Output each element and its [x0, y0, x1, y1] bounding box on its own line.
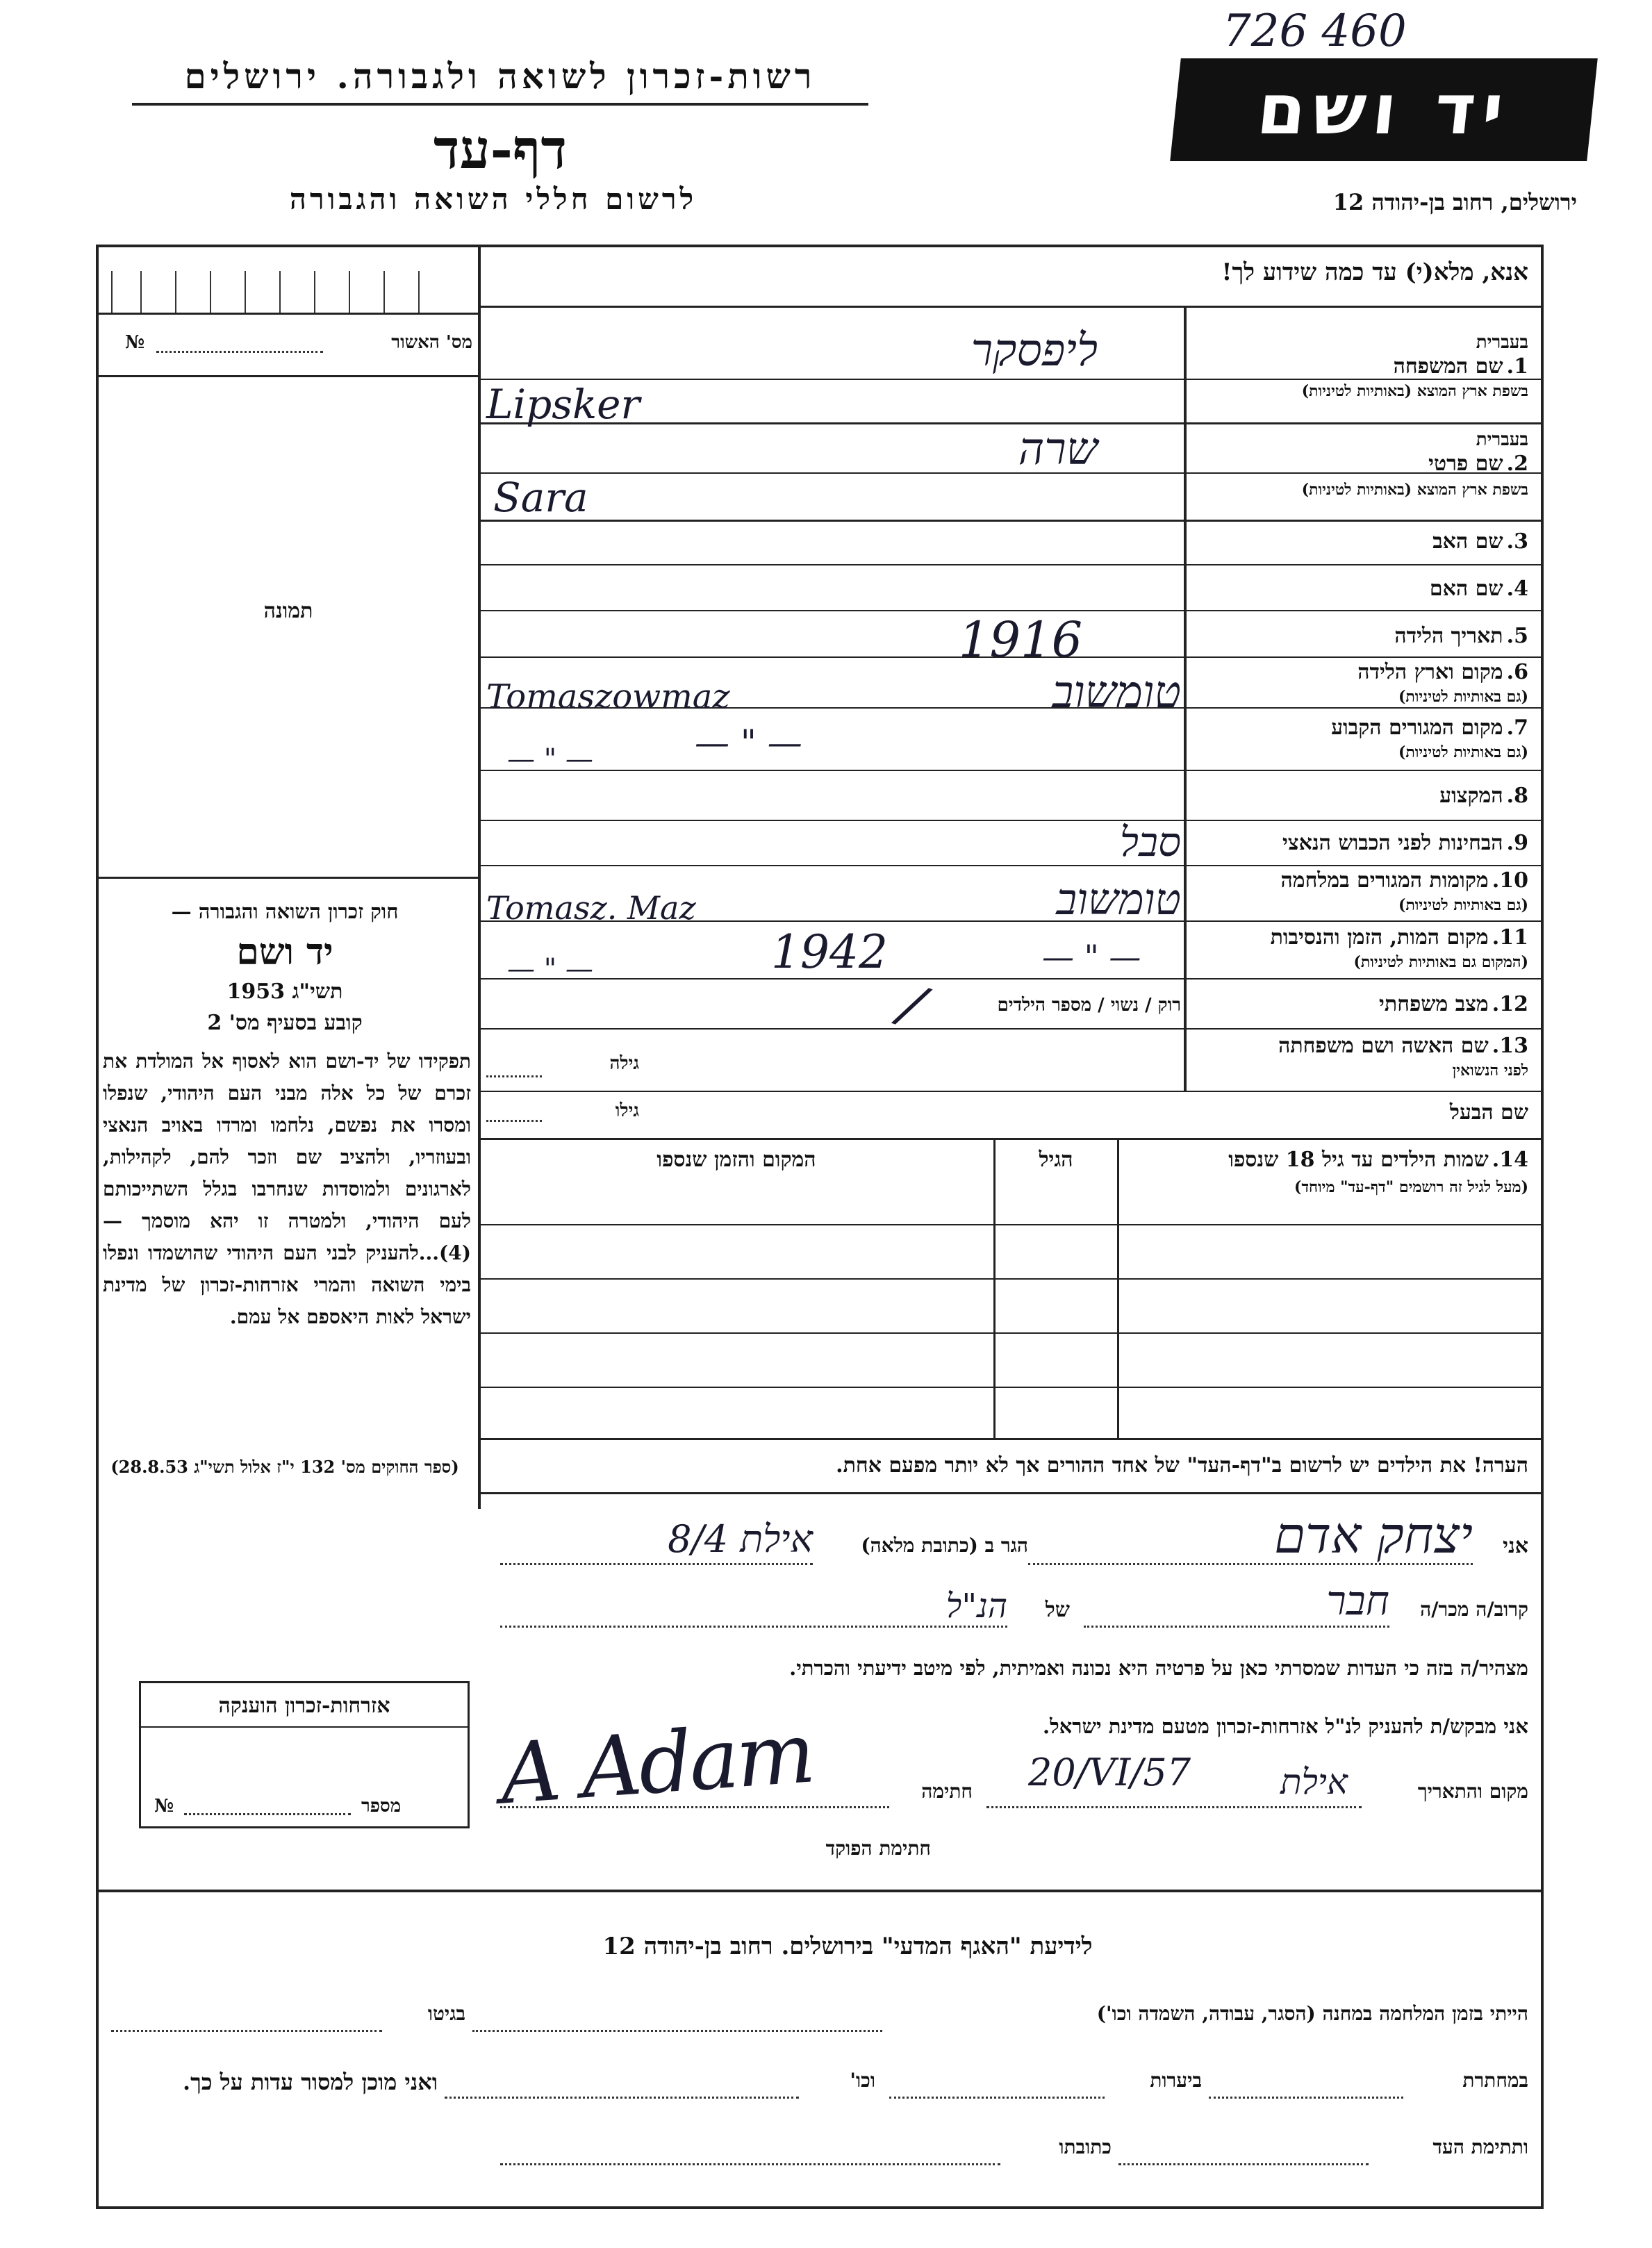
children-row-line — [479, 1332, 1544, 1334]
children-row-line — [479, 1387, 1544, 1388]
row-line — [479, 865, 1544, 866]
law-source: (ספר החוקים מס' 132 י"ז אלול תשי"ג 28.8.53) — [110, 1457, 459, 1477]
birthplace-hebrew-value[interactable]: טומשוב — [1052, 667, 1181, 718]
resident-value[interactable]: אילת 8/4 — [668, 1517, 813, 1561]
field-birthplace-sub: (גם באותיות לטיניות) — [1398, 688, 1528, 706]
citizenship-box-rule — [141, 1726, 468, 1728]
death-place-value[interactable]: — " — — [1042, 938, 1141, 975]
intro-rule — [479, 306, 1544, 308]
photo-bottom-line — [96, 877, 479, 879]
registration-number-field[interactable] — [156, 351, 323, 353]
citizenship-number-field[interactable] — [184, 1813, 351, 1815]
archive-number: 726 460 — [1223, 6, 1407, 57]
field-father-num: 3. — [1506, 529, 1528, 554]
warplaces-latin-value[interactable]: Tomasz. Maz — [486, 889, 696, 927]
firstname-latin-value[interactable]: Sara — [493, 474, 588, 521]
children-row-line — [479, 1224, 1544, 1225]
date-value[interactable]: 20/VI/57 — [1028, 1751, 1191, 1794]
residence-value-1[interactable]: — " — — [695, 722, 802, 763]
field-residence-sub: (גם באותיות לטיניות) — [1398, 743, 1528, 761]
declarant-name-line — [1028, 1563, 1473, 1565]
field-profession-num: 8. — [1506, 784, 1528, 808]
note-text: הערה! את הילדים יש לרשום ב"דף-העד" של אחד ההורים אך לא יותר מפעם אחת. — [836, 1453, 1528, 1478]
address-label: כתובתו — [1059, 2135, 1112, 2158]
field-death-sub: (המקום גם באותיות לטיניות) — [1353, 953, 1528, 971]
etc-field[interactable] — [445, 2097, 799, 2099]
header-rule — [132, 103, 868, 106]
children-row-line — [479, 1278, 1544, 1280]
citizenship-number-label: מספר — [361, 1796, 402, 1817]
ghetto-field[interactable] — [111, 2030, 382, 2032]
row-line — [479, 1091, 1544, 1092]
signature-label: חתימה — [921, 1780, 973, 1803]
surname-hebrew-value[interactable]: ליפסקר — [970, 325, 1098, 377]
registration-tick-area — [111, 271, 472, 313]
children-bottom-line — [479, 1438, 1544, 1440]
ghetto-label: בגיטו — [427, 2002, 465, 2025]
children-num: 14. — [1492, 1148, 1528, 1172]
firstname-hebrew-value[interactable]: שרה — [1018, 424, 1098, 475]
field-warplaces-num: 10. — [1492, 868, 1528, 893]
signature-value[interactable]: A Adam — [497, 1705, 816, 1824]
form-subtitle: לרשום חללי השואה והגבורה — [289, 182, 697, 216]
of-line — [500, 1626, 1007, 1628]
husband-age-field[interactable] — [486, 1120, 542, 1122]
children-age-header: הגיל — [1039, 1148, 1073, 1172]
ready-text: ואני מוכן למסור עדות על כך. — [182, 2069, 438, 2095]
forests-label: ביערות — [1150, 2069, 1202, 2092]
husband-bottom-line — [479, 1138, 1544, 1140]
field-residence-label: מקום המגורים הקבוע — [1331, 716, 1503, 740]
registration-number-sign: № — [125, 332, 145, 353]
underground-field[interactable] — [1209, 2097, 1403, 2099]
children-place-header: המקום והזמן שנספו — [656, 1148, 816, 1172]
field-father-label: שם האב — [1432, 529, 1503, 554]
field-mother-label: שם האם — [1429, 577, 1503, 601]
field-surname-sub-top: בעברית — [1476, 332, 1528, 353]
field-warplaces-sub: (גם באותיות לטיניות) — [1398, 896, 1528, 914]
declarant-label: אני — [1503, 1534, 1528, 1558]
declarant-name[interactable]: יצחק אדם — [1274, 1506, 1473, 1564]
field-firstname-label: שם פרטי — [1428, 452, 1503, 476]
row-line — [479, 978, 1544, 980]
row-line — [479, 379, 1544, 380]
field-wife-num: 13. — [1492, 1034, 1528, 1058]
field-birthdate-num: 5. — [1506, 624, 1528, 648]
note-bottom-line — [479, 1492, 1544, 1494]
relation-label: קרוב/ה מכר/ה — [1420, 1598, 1528, 1621]
witness-signature-field[interactable] — [1118, 2163, 1369, 2165]
field-surname-label: שם המשפחה — [1393, 354, 1503, 379]
field-residence-num: 7. — [1506, 716, 1528, 740]
field-family-label: מצב משפחתי — [1379, 992, 1489, 1016]
footer-top-line — [96, 1890, 1544, 1892]
underground-label: במחתרת — [1462, 2069, 1528, 2092]
relation-line — [1084, 1626, 1389, 1628]
photo-label: תמונה — [263, 599, 313, 623]
field-family-num: 12. — [1492, 992, 1528, 1016]
law-text: תפקידו של יד-ושם הוא לאסוף אל המולדת את זכרם של כל אלה מבני העם היהודי, שנפלו ומסרו את נפשם, נלחמו ומרדו באויב הנאצי ובעוזריו, ולהציב שם וזכר להם, לקהילות, לארגונים ולמוסדות שנחרבו בגלל השתייכותם לעם היהודי, ולמטרה זו יהא מוסמך — (4)...להעניק לבני העם היהודי שהושמדו ונפלו בימי השואה והמרי אזרחות-זכרון של מדינת ישראל לאות היאספם אל עמם. — [103, 1050, 471, 1328]
field-birthplace-num: 6. — [1506, 660, 1528, 684]
resident-line — [500, 1563, 813, 1565]
field-wife-sub: לפני הנשואין — [1452, 1061, 1528, 1080]
citizenship-number-sign: № — [154, 1796, 174, 1817]
warplaces-hebrew-value[interactable]: טומשוב — [1056, 874, 1181, 925]
death-circumstances-value[interactable]: — " — — [507, 953, 593, 985]
place-date-label: מקום והתאריך — [1417, 1780, 1528, 1803]
camp-field[interactable] — [472, 2030, 882, 2032]
signature-line — [500, 1806, 889, 1808]
field-birthdate-label: תאריך הלידה — [1394, 624, 1503, 648]
death-year-value[interactable]: 1942 — [771, 925, 888, 979]
footer-title: לידיעת "האגף המדעי" בירושלים. רחוב בן-יהודה 12 — [602, 1933, 1093, 1960]
field-firstname-num: 2. — [1506, 452, 1528, 476]
etc-label: וכו' — [850, 2069, 875, 2092]
children-label: שמות הילדים עד גיל 18 שנספו — [1228, 1148, 1489, 1172]
row-line — [479, 820, 1544, 821]
form-title: דף-עד — [433, 118, 567, 181]
surname-latin-value[interactable]: Lipsker — [486, 381, 641, 428]
registration-label: מס' האשור — [391, 332, 472, 353]
wife-age-field[interactable] — [486, 1075, 542, 1077]
law-clause: קובע בסעיף מס' 2 — [207, 1011, 363, 1035]
field-activities-label: הבחינות לפני הכבוש הנאצי — [1282, 831, 1503, 855]
request-text: אני מבקש/ת להעניק לנ"ל אזרחות-זכרון מטעם מדינת ישראל. — [1042, 1714, 1528, 1738]
of-value[interactable]: הנ"ל — [945, 1587, 1007, 1626]
field-death-num: 11. — [1492, 925, 1528, 950]
field-surname — [1202, 332, 1528, 353]
row-line — [479, 564, 1544, 565]
birthplace-latin-value[interactable]: Tomaszowmaz — [486, 677, 730, 716]
children-age-divider — [993, 1139, 996, 1438]
field-mother-num: 4. — [1506, 577, 1528, 601]
registration-top-line — [96, 313, 479, 315]
husband-age-label: גילו — [615, 1100, 639, 1121]
declaration-text: מצהיר/ה בזה כי העדות שמסרתי כאן על פרטיה היא נכונה ואמיתית, לפי מיטב ידיעתי והכרתי. — [789, 1656, 1528, 1680]
field-birthplace-label: מקום וארץ הלידה — [1357, 660, 1503, 684]
intro-text: אנא, מלא(י) עד כמה שידוע לך! — [1221, 258, 1528, 286]
official-signature-label: חתימת הפוקד — [825, 1837, 931, 1860]
children-col-divider — [1117, 1139, 1119, 1438]
field-husband-label: שם הבעל — [1449, 1100, 1528, 1125]
law-title: חוק זכרון השואה והגבורה — — [171, 900, 399, 923]
field-profession-label: המקצוע — [1439, 784, 1503, 808]
footer-line1: הייתי בזמן המלחמה במחנה (הסגר, עבודה, השמדה וכו') — [1096, 2002, 1528, 2025]
place-date-line — [986, 1806, 1362, 1808]
of-label: של — [1045, 1598, 1070, 1622]
field-activities-num: 9. — [1506, 831, 1528, 855]
field-firstname-sub-bottom: בשפת ארץ המוצא (באותיות לטיניות) — [1301, 481, 1528, 499]
resident-label: הגר ב (כתובת מלאה) — [861, 1534, 1028, 1557]
row-line — [479, 520, 1544, 522]
yad-vashem-logo — [1170, 58, 1598, 161]
law-name: יד ושם — [236, 931, 333, 973]
citizenship-box-title: אזרחות-זכרון הוענקה — [218, 1694, 390, 1718]
law-year: תשי"ג 1953 — [226, 980, 343, 1004]
row-line — [479, 1028, 1544, 1030]
logo-text: יד ושם — [1253, 69, 1514, 150]
activities-value[interactable]: סבל — [1119, 818, 1181, 866]
address-field[interactable] — [500, 2163, 1000, 2165]
family-status-mark: / — [892, 971, 933, 1039]
field-surname-sub-bottom: בשפת ארץ המוצא (באותיות לטיניות) — [1301, 382, 1528, 400]
forests-field[interactable] — [889, 2097, 1105, 2099]
registration-bottom-line — [96, 375, 479, 377]
wife-age-label: גילה — [609, 1053, 639, 1074]
field-surname-num: 1. — [1506, 354, 1528, 379]
children-sub: (מעל לגיל זה רושמים "דף-עד" מיוחד) — [1294, 1178, 1528, 1196]
field-wife-label: שם האשה ושם משפחתה — [1278, 1034, 1489, 1058]
birthdate-value[interactable]: 1916 — [959, 611, 1083, 668]
header-address: ירושלים, רחוב בן-יהודה 12 — [1332, 189, 1577, 215]
residence-value-2[interactable]: — " — — [507, 743, 593, 775]
field-warplaces-label: מקומות המגורים במלחמה — [1280, 868, 1489, 893]
place-value[interactable]: אילת — [1280, 1762, 1348, 1802]
row-line — [479, 770, 1544, 771]
field-death-label: מקום המות, הזמן והנסיבות — [1270, 925, 1489, 950]
family-status-options[interactable]: רוק / נשוי / מספר הילדים — [997, 995, 1181, 1016]
field-firstname-sub-top: בעברית — [1476, 429, 1528, 450]
authority-title: רשות-זכרון לשואה ולגבורה. ירושלים — [184, 56, 816, 97]
relation-value[interactable]: חבר — [1326, 1577, 1389, 1624]
witness-signature-label: ותתימת העד — [1432, 2135, 1528, 2158]
